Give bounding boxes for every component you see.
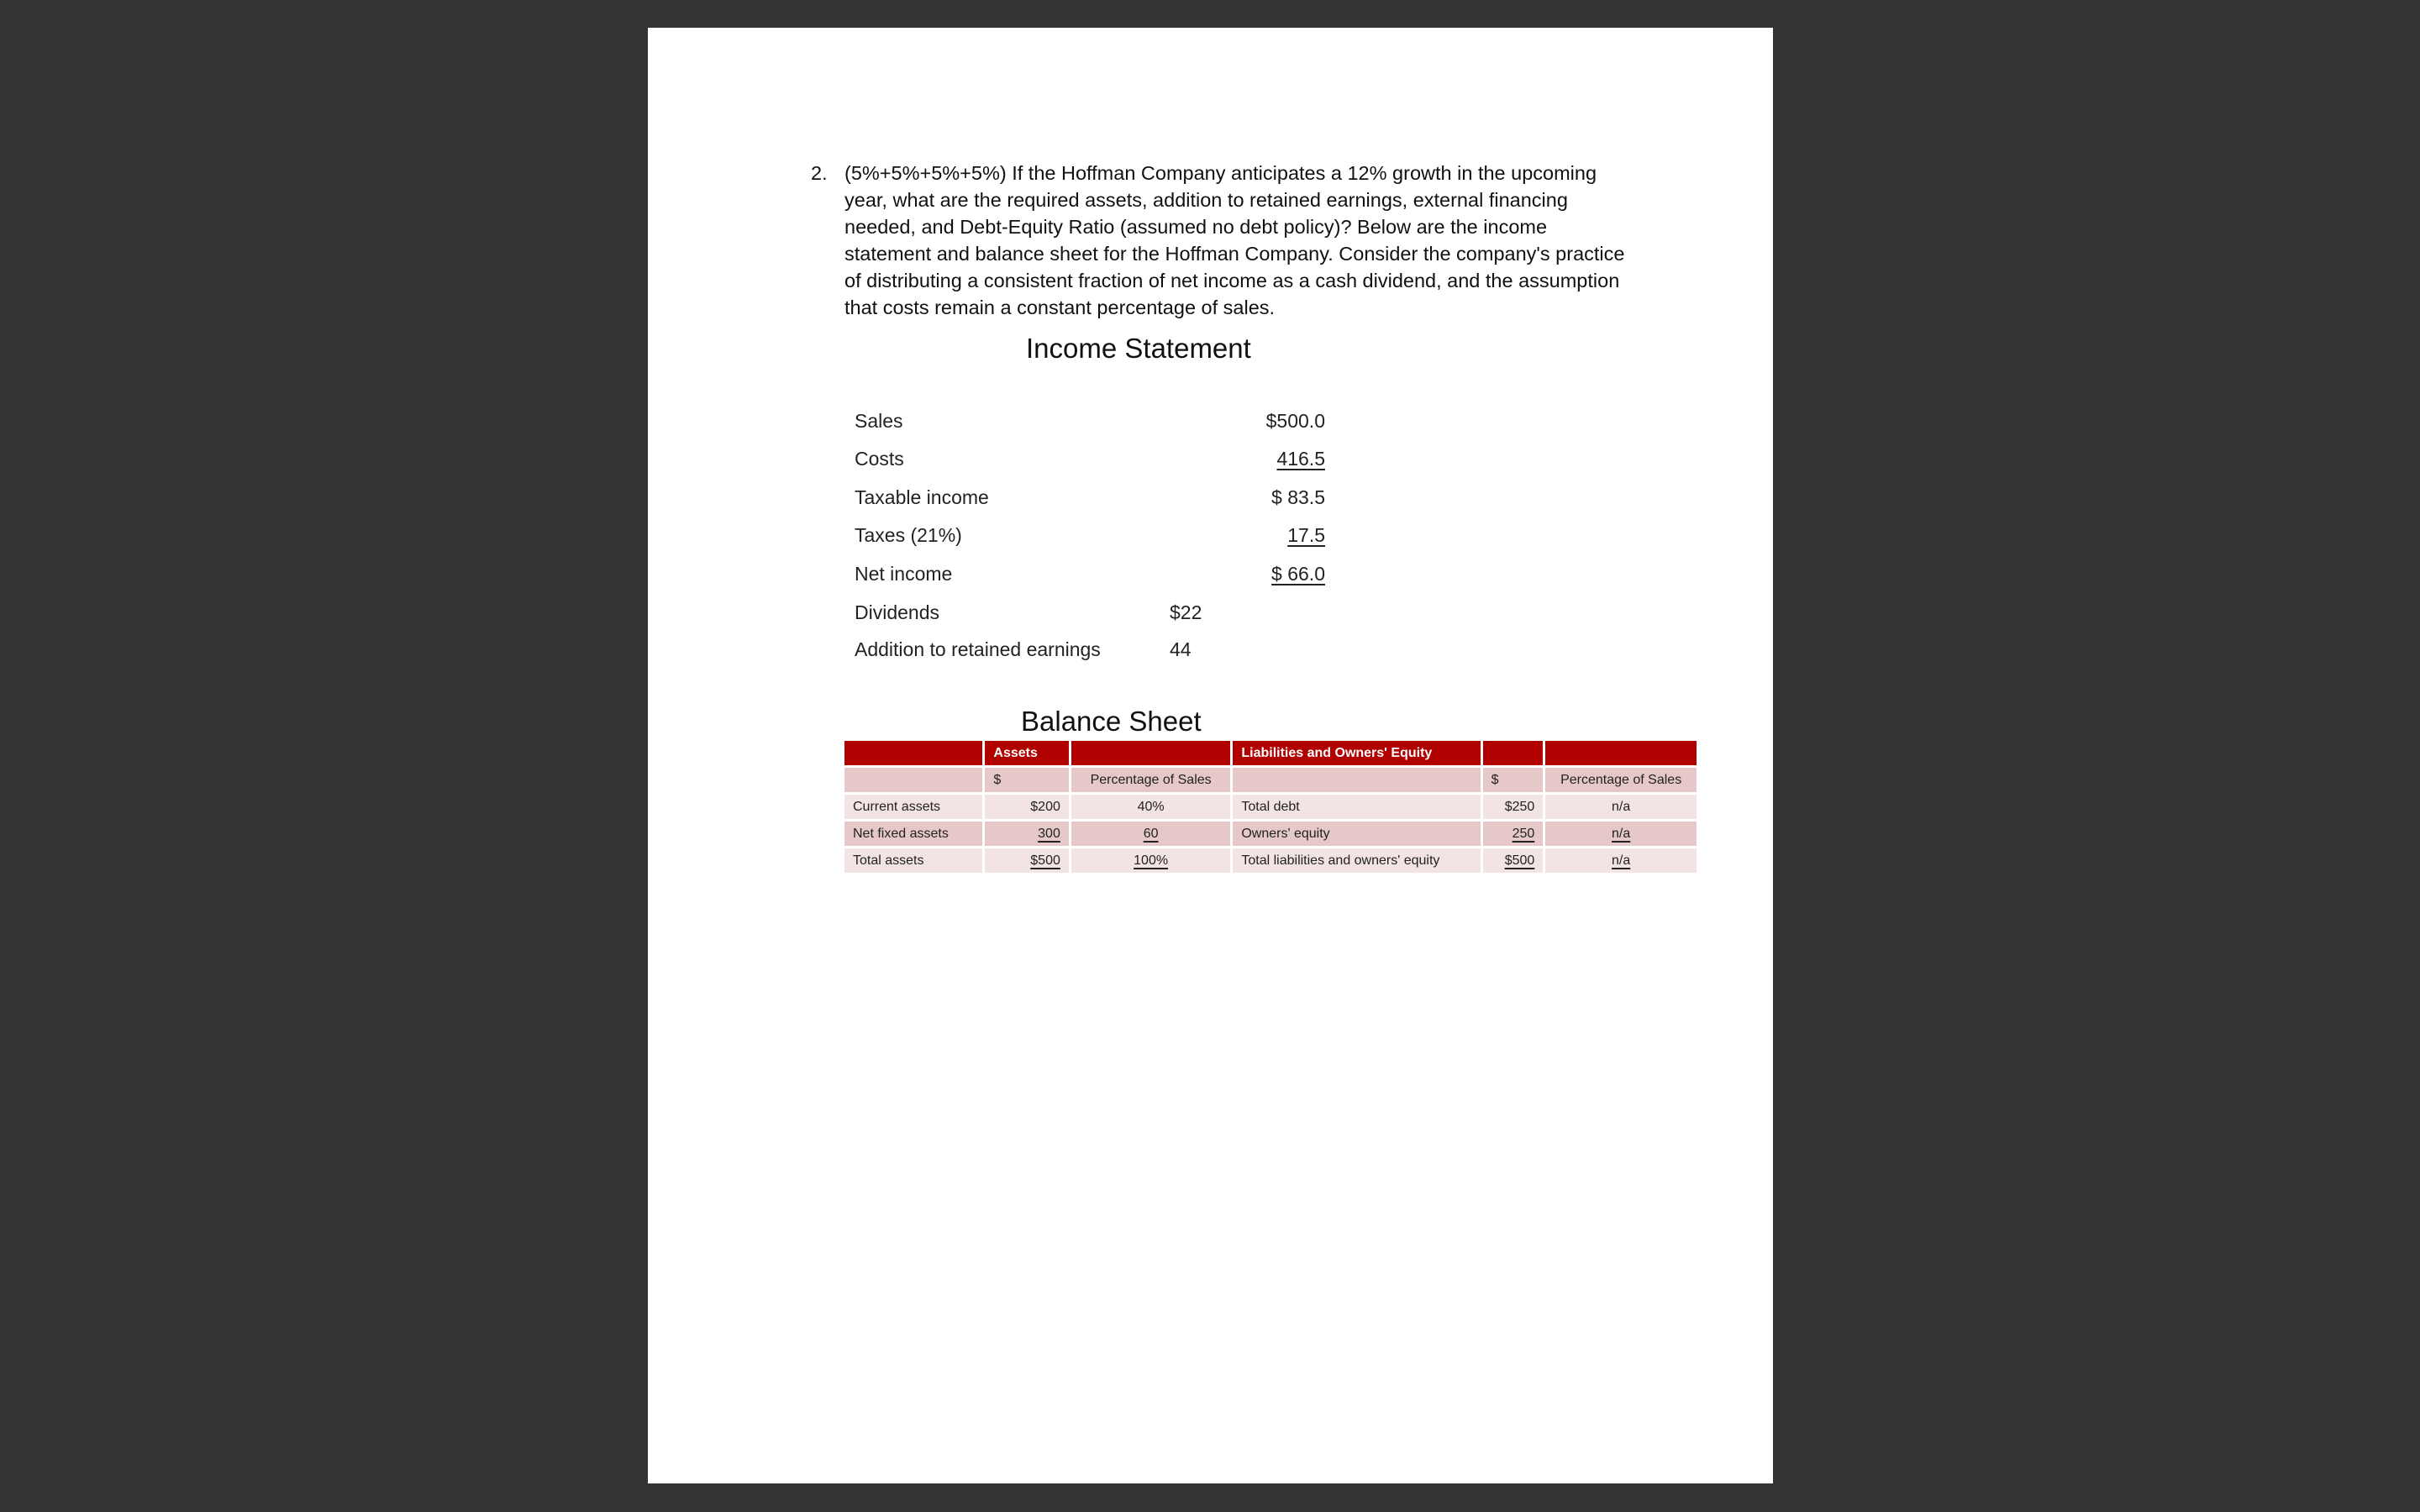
asset-amount: $200 — [985, 795, 1068, 819]
subheader-cell — [1233, 768, 1480, 792]
asset-pct: 100% — [1071, 848, 1231, 873]
row-value: $22 — [1170, 601, 1202, 623]
liability-amount: $500 — [1483, 848, 1544, 873]
document-page — [648, 28, 1773, 1483]
row-label: Dividends — [855, 601, 939, 623]
dollar-subheader: $ — [1483, 768, 1544, 792]
asset-amount: $500 — [985, 848, 1068, 873]
header-row — [844, 741, 1697, 765]
table-row — [844, 822, 1697, 846]
liability-pct: n/a — [1545, 822, 1697, 846]
subheader-row — [844, 768, 1697, 792]
income-row-net-income — [855, 558, 1325, 591]
asset-amount: 300 — [985, 822, 1068, 846]
row-label: Net income — [855, 563, 953, 585]
row-value: 416.5 — [1276, 448, 1325, 470]
row-value: $ 66.0 — [1271, 563, 1325, 585]
asset-label: Total assets — [844, 848, 982, 873]
income-row-dividends — [855, 596, 1325, 630]
liability-label: Owners' equity — [1233, 822, 1480, 846]
balance-sheet-table — [842, 738, 1699, 875]
asset-pct: 60 — [1071, 822, 1231, 846]
question-block — [811, 160, 1626, 321]
table-row — [844, 795, 1697, 819]
row-value: $500.0 — [1265, 410, 1325, 432]
row-value: $ 83.5 — [1271, 486, 1325, 508]
liability-label: Total debt — [1233, 795, 1480, 819]
asset-pct: 40% — [1071, 795, 1231, 819]
question-number: 2. — [811, 162, 828, 184]
liability-pct: n/a — [1545, 795, 1697, 819]
asset-label: Net fixed assets — [844, 822, 982, 846]
pct-subheader: Percentage of Sales — [1545, 768, 1697, 792]
subheader-cell — [844, 768, 982, 792]
header-cell — [1545, 741, 1697, 765]
asset-label: Current assets — [844, 795, 982, 819]
header-cell — [844, 741, 982, 765]
liability-label: Total liabilities and owners' equity — [1233, 848, 1480, 873]
liability-pct: n/a — [1545, 848, 1697, 873]
income-row-costs — [855, 443, 1325, 476]
dollar-subheader: $ — [985, 768, 1068, 792]
balance-sheet-title: Balance Sheet — [1021, 706, 1202, 737]
liabilities-header: Liabilities and Owners' Equity — [1233, 741, 1480, 765]
pct-subheader: Percentage of Sales — [1071, 768, 1231, 792]
header-cell — [1483, 741, 1544, 765]
row-label: Addition to retained earnings — [855, 638, 1101, 660]
row-label: Taxable income — [855, 486, 989, 508]
row-label: Taxes (21%) — [855, 524, 962, 546]
liability-amount: 250 — [1483, 822, 1544, 846]
row-label: Sales — [855, 410, 903, 432]
income-row-retained-earnings — [855, 633, 1325, 667]
row-value: 17.5 — [1287, 524, 1325, 546]
income-row-sales — [855, 405, 1325, 438]
income-statement-title: Income Statement — [1026, 333, 1251, 364]
liability-amount: $250 — [1483, 795, 1544, 819]
row-label: Costs — [855, 448, 904, 470]
assets-header: Assets — [985, 741, 1068, 765]
table-row — [844, 848, 1697, 873]
income-row-taxes — [855, 519, 1325, 553]
question-text: (5%+5%+5%+5%) If the Hoffman Company anticipates a 12% growth in the upcoming year, what are the required assets, addition to retained earnings, external financing needed, and Debt-Equity Ratio (assumed no debt policy)? Below are the income statement and balance sheet for the Hoffman Company. Consider the company's practice of distributing a consistent fraction of net income as a cash dividend, and the assumption that costs remain a constant percentage of sales. — [844, 162, 1625, 318]
row-value: 44 — [1170, 638, 1192, 660]
header-cell — [1071, 741, 1231, 765]
income-row-taxable-income — [855, 481, 1325, 515]
